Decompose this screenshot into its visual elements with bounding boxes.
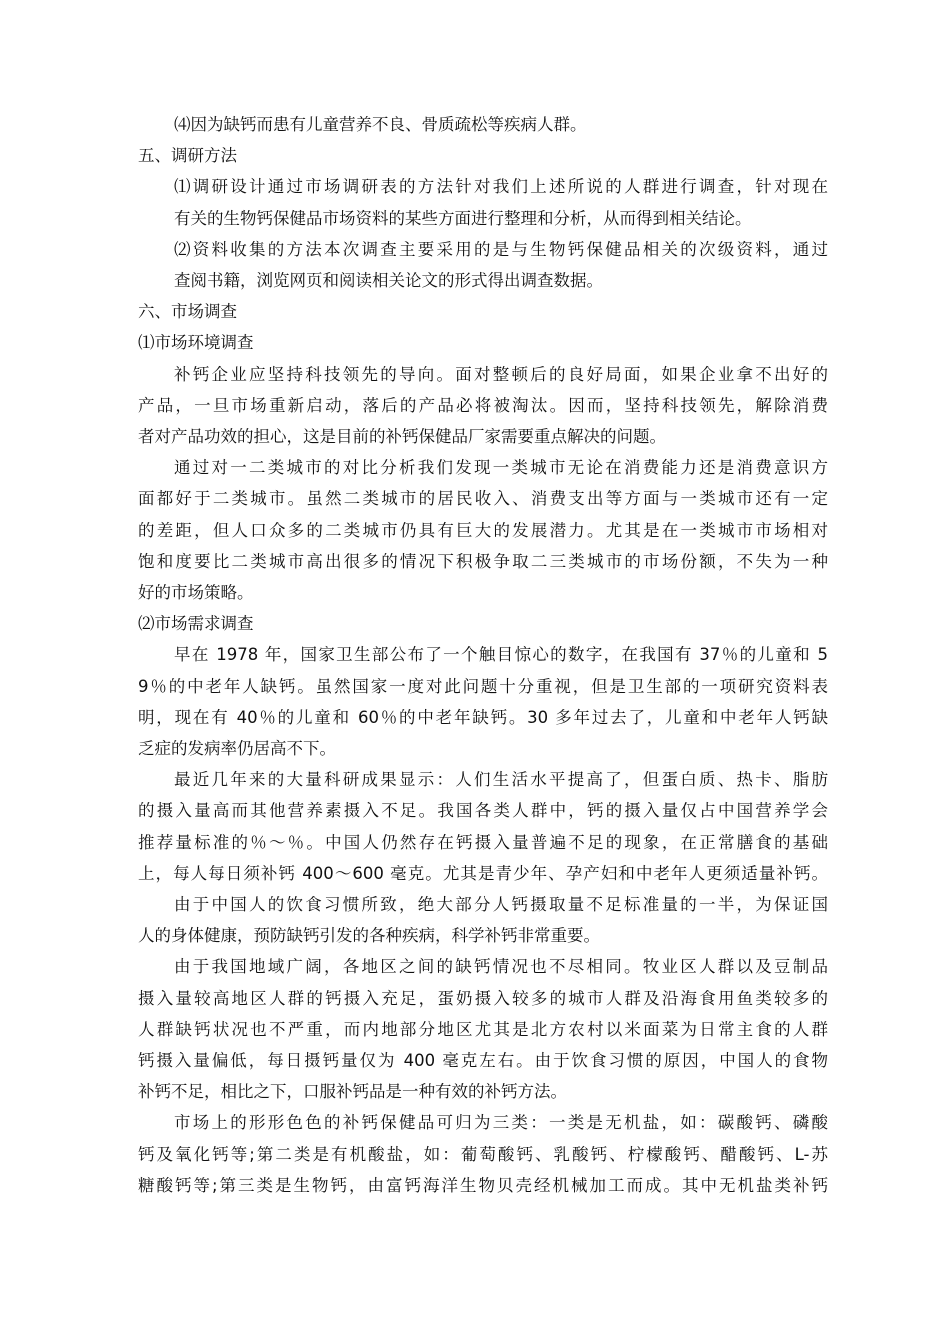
text-line: 早在 1978 年，国家卫生部公布了一个触目惊心的数字，在我国有 37％的儿童和 5 bbox=[174, 645, 828, 665]
text-line: 最近几年来的大量科研成果显示：人们生活水平提高了，但蛋白质、热卡、脂肪 bbox=[174, 770, 828, 790]
text-line: 查阅书籍，浏览网页和阅读相关论文的形式得出调查数据。 bbox=[174, 271, 603, 290]
text-line: 由于我国地域广阔，各地区之间的缺钙情况也不尽相同。牧业区人群以及豆制品 bbox=[174, 957, 828, 977]
text-line: 糖酸钙等;第三类是生物钙，由富钙海洋生物贝壳经机械加工而成。其中无机盐类补钙 bbox=[138, 1175, 828, 1195]
text-line: 有关的生物钙保健品市场资料的某些方面进行整理和分析，从而得到相关结论。 bbox=[174, 208, 752, 228]
text-line: 明，现在有 40％的儿童和 60％的中老年缺钙。30 多年过去了，儿童和中老年人钙缺 bbox=[138, 707, 828, 727]
text-line: 补钙企业应坚持科技领先的导向。面对整顿后的良好局面，如果企业拿不出好的 bbox=[174, 364, 828, 384]
text-line: 钙及氧化钙等;第二类是有机酸盐，如：葡萄酸钙、乳酸钙、柠檬酸钙、醋酸钙、L-苏 bbox=[138, 1144, 828, 1164]
text-line: 补钙不足，相比之下，口服补钙品是一种有效的补钙方法。 bbox=[138, 1082, 567, 1102]
text-line: 乏症的发病率仍居高不下。 bbox=[138, 739, 336, 758]
text-line: 推荐量标准的％～％。中国人仍然存在钙摄入量普遍不足的现象，在正常膳食的基础 bbox=[138, 832, 828, 852]
text-line: 产品，一旦市场重新启动，落后的产品必将被淘汰。因而，坚持科技领先，解除消费 bbox=[138, 395, 828, 415]
text-line: 者对产品功效的担心，这是目前的补钙保健品厂家需要重点解决的问题。 bbox=[138, 427, 666, 446]
text-line: 上，每人每日须补钙 400～600 毫克。尤其是青少年、孕产妇和中老年人更须适量补钙。 bbox=[138, 863, 828, 883]
text-line: 由于中国人的饮食习惯所致，绝大部分人钙摄取量不足标准量的一半，为保证国 bbox=[174, 895, 828, 914]
text-line: ⑵资料收集的方法本次调查主要采用的是与生物钙保健品相关的次级资料，通过 bbox=[174, 239, 828, 259]
text-line: 通过对一二类城市的对比分析我们发现一类城市无论在消费能力还是消费意识方 bbox=[174, 458, 828, 478]
text-line: ⑷因为缺钙而患有儿童营养不良、骨质疏松等疾病人群。 bbox=[174, 115, 587, 134]
text-line: ⑵市场需求调查 bbox=[138, 614, 254, 634]
text-line: ⑴市场环境调查 bbox=[138, 333, 254, 353]
text-line: 人的身体健康，预防缺钙引发的各种疾病，科学补钙非常重要。 bbox=[138, 926, 600, 946]
text-line: 好的市场策略。 bbox=[138, 583, 254, 602]
text-line: 面都好于二类城市。虽然二类城市的居民收入、消费支出等方面与一类城市还有一定 bbox=[138, 489, 828, 509]
text-line: ⑴调研设计通过市场调研表的方法针对我们上述所说的人群进行调查，针对现在 bbox=[174, 177, 828, 197]
text-line: 钙摄入量偏低，每日摄钙量仅为 400 毫克左右。由于饮食习惯的原因，中国人的食物 bbox=[138, 1051, 828, 1070]
text-line: 摄入量较高地区人群的钙摄入充足，蛋奶摄入较多的城市人群及沿海食用鱼类较多的 bbox=[138, 988, 828, 1008]
text-line: 的摄入量高而其他营养素摄入不足。我国各类人群中，钙的摄入量仅占中国营养学会 bbox=[138, 801, 828, 821]
text-line: 人群缺钙状况也不严重，而内地部分地区尤其是北方农村以米面菜为日常主食的人群 bbox=[138, 1019, 828, 1039]
text-line: 市场上的形形色色的补钙保健品可归为三类：一类是无机盐，如：碳酸钙、磷酸 bbox=[174, 1113, 828, 1133]
text-line: 的差距，但人口众多的二类城市仍具有巨大的发展潜力。尤其是在一类城市市场相对 bbox=[138, 520, 828, 540]
text-line: 饱和度要比二类城市高出很多的情况下积极争取二三类城市的市场份额，不失为一种 bbox=[138, 551, 828, 571]
text-line: 9％的中老年人缺钙。虽然国家一度对此问题十分重视，但是卫生部的一项研究资料表 bbox=[138, 676, 828, 696]
text-line: 六、市场调查 bbox=[138, 302, 237, 322]
text-line: 五、调研方法 bbox=[138, 146, 237, 166]
